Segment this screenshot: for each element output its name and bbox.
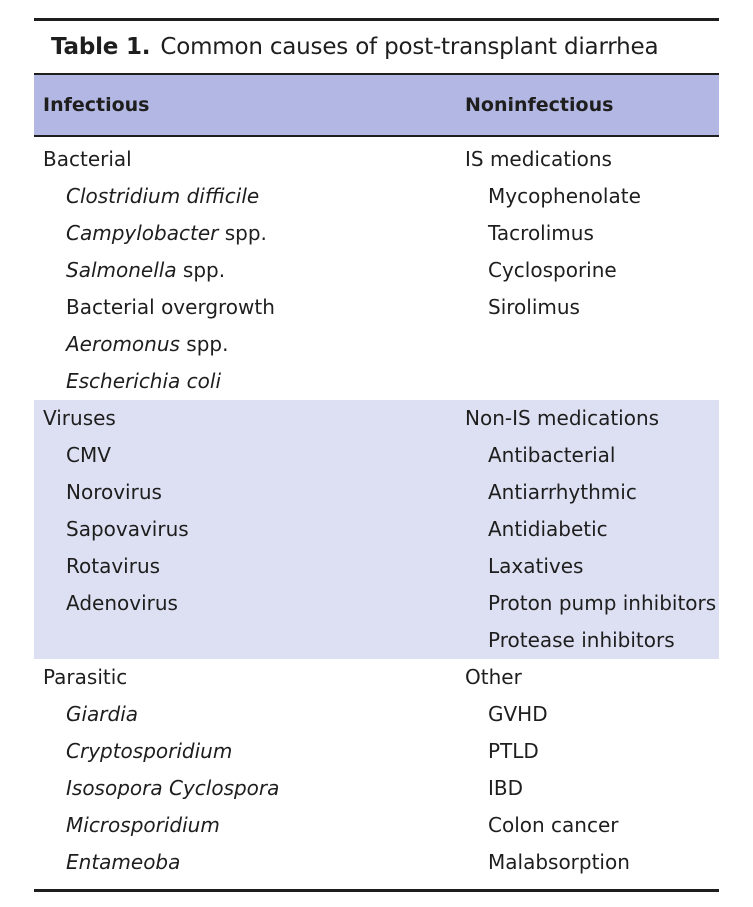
infectious-item bbox=[43, 585, 189, 622]
infectious-cell bbox=[43, 659, 279, 881]
infectious-cell bbox=[43, 141, 275, 400]
organism-name: Entameoba bbox=[66, 850, 181, 874]
infectious-item bbox=[43, 696, 279, 733]
organism-name: Escherichia coli bbox=[66, 369, 221, 393]
organism-name: Cryptosporidium bbox=[66, 739, 233, 763]
noninfectious-item: Colon cancer bbox=[488, 813, 619, 837]
category-heading: Bacterial bbox=[43, 147, 132, 171]
organism-name: Salmonella bbox=[66, 258, 177, 282]
infectious-item bbox=[43, 326, 275, 363]
category-heading: Viruses bbox=[43, 406, 116, 430]
infectious-item bbox=[43, 215, 275, 252]
noninfectious-cell bbox=[465, 400, 716, 659]
infectious-item bbox=[43, 733, 279, 770]
organism-name: Isosopora Cyclospora bbox=[66, 776, 280, 800]
infectious-item bbox=[43, 474, 189, 511]
category-heading: IS medications bbox=[465, 147, 612, 171]
column-header-infectious: Infectious bbox=[43, 94, 150, 116]
organism-name: Clostridium difficile bbox=[66, 184, 260, 208]
infectious-item bbox=[43, 770, 279, 807]
noninfectious-item: Tacrolimus bbox=[488, 221, 594, 245]
category-heading: Non-IS medications bbox=[465, 406, 660, 430]
item-text: Sapovavirus bbox=[66, 517, 189, 541]
table-group bbox=[34, 659, 719, 881]
noninfectious-item: Antidiabetic bbox=[488, 517, 608, 541]
organism-name: Aeromonus bbox=[66, 332, 180, 356]
table-caption bbox=[34, 21, 719, 73]
table-body bbox=[34, 137, 719, 881]
item-text: Norovirus bbox=[66, 480, 162, 504]
noninfectious-item: IBD bbox=[488, 776, 524, 800]
organism-name: Campylobacter bbox=[66, 221, 219, 245]
item-text: Rotavirus bbox=[66, 554, 161, 578]
item-text: spp. bbox=[176, 258, 226, 282]
infectious-item bbox=[43, 511, 189, 548]
caption-label: Table 1. bbox=[51, 34, 151, 60]
noninfectious-item: Sirolimus bbox=[488, 295, 580, 319]
item-text: spp. bbox=[218, 221, 267, 245]
noninfectious-item: Proton pump inhibitors bbox=[488, 591, 717, 615]
infectious-item bbox=[43, 844, 279, 881]
infectious-item bbox=[43, 807, 279, 844]
category-heading: Other bbox=[465, 665, 522, 689]
noninfectious-item: Laxatives bbox=[488, 554, 584, 578]
noninfectious-item: GVHD bbox=[488, 702, 548, 726]
noninfectious-cell bbox=[465, 659, 630, 881]
infectious-item bbox=[43, 178, 275, 215]
item-text: spp. bbox=[179, 332, 229, 356]
noninfectious-item: Protease inhibitors bbox=[488, 628, 675, 652]
bottom-rule bbox=[34, 889, 719, 892]
organism-name: Giardia bbox=[66, 702, 139, 726]
table-header-row bbox=[34, 75, 719, 135]
item-text: Bacterial overgrowth bbox=[66, 295, 275, 319]
table-1 bbox=[34, 18, 719, 892]
infectious-item bbox=[43, 363, 275, 400]
noninfectious-item: Cyclosporine bbox=[488, 258, 617, 282]
organism-name: Microsporidium bbox=[66, 813, 220, 837]
infectious-item bbox=[43, 289, 275, 326]
category-heading: Parasitic bbox=[43, 665, 128, 689]
infectious-item bbox=[43, 252, 275, 289]
item-text: CMV bbox=[66, 443, 111, 467]
noninfectious-cell bbox=[465, 141, 641, 326]
noninfectious-item: PTLD bbox=[488, 739, 539, 763]
table-group bbox=[34, 137, 719, 400]
infectious-item bbox=[43, 548, 189, 585]
noninfectious-item: Malabsorption bbox=[488, 850, 630, 874]
infectious-item bbox=[43, 437, 189, 474]
item-text: Adenovirus bbox=[66, 591, 178, 615]
column-header-noninfectious: Noninfectious bbox=[465, 94, 614, 116]
caption-title: Common causes of post-transplant diarrhea bbox=[160, 34, 659, 60]
noninfectious-item: Antibacterial bbox=[488, 443, 616, 467]
noninfectious-item: Mycophenolate bbox=[488, 184, 641, 208]
noninfectious-item: Antiarrhythmic bbox=[488, 480, 637, 504]
infectious-cell bbox=[43, 400, 189, 622]
table-group bbox=[34, 400, 719, 659]
